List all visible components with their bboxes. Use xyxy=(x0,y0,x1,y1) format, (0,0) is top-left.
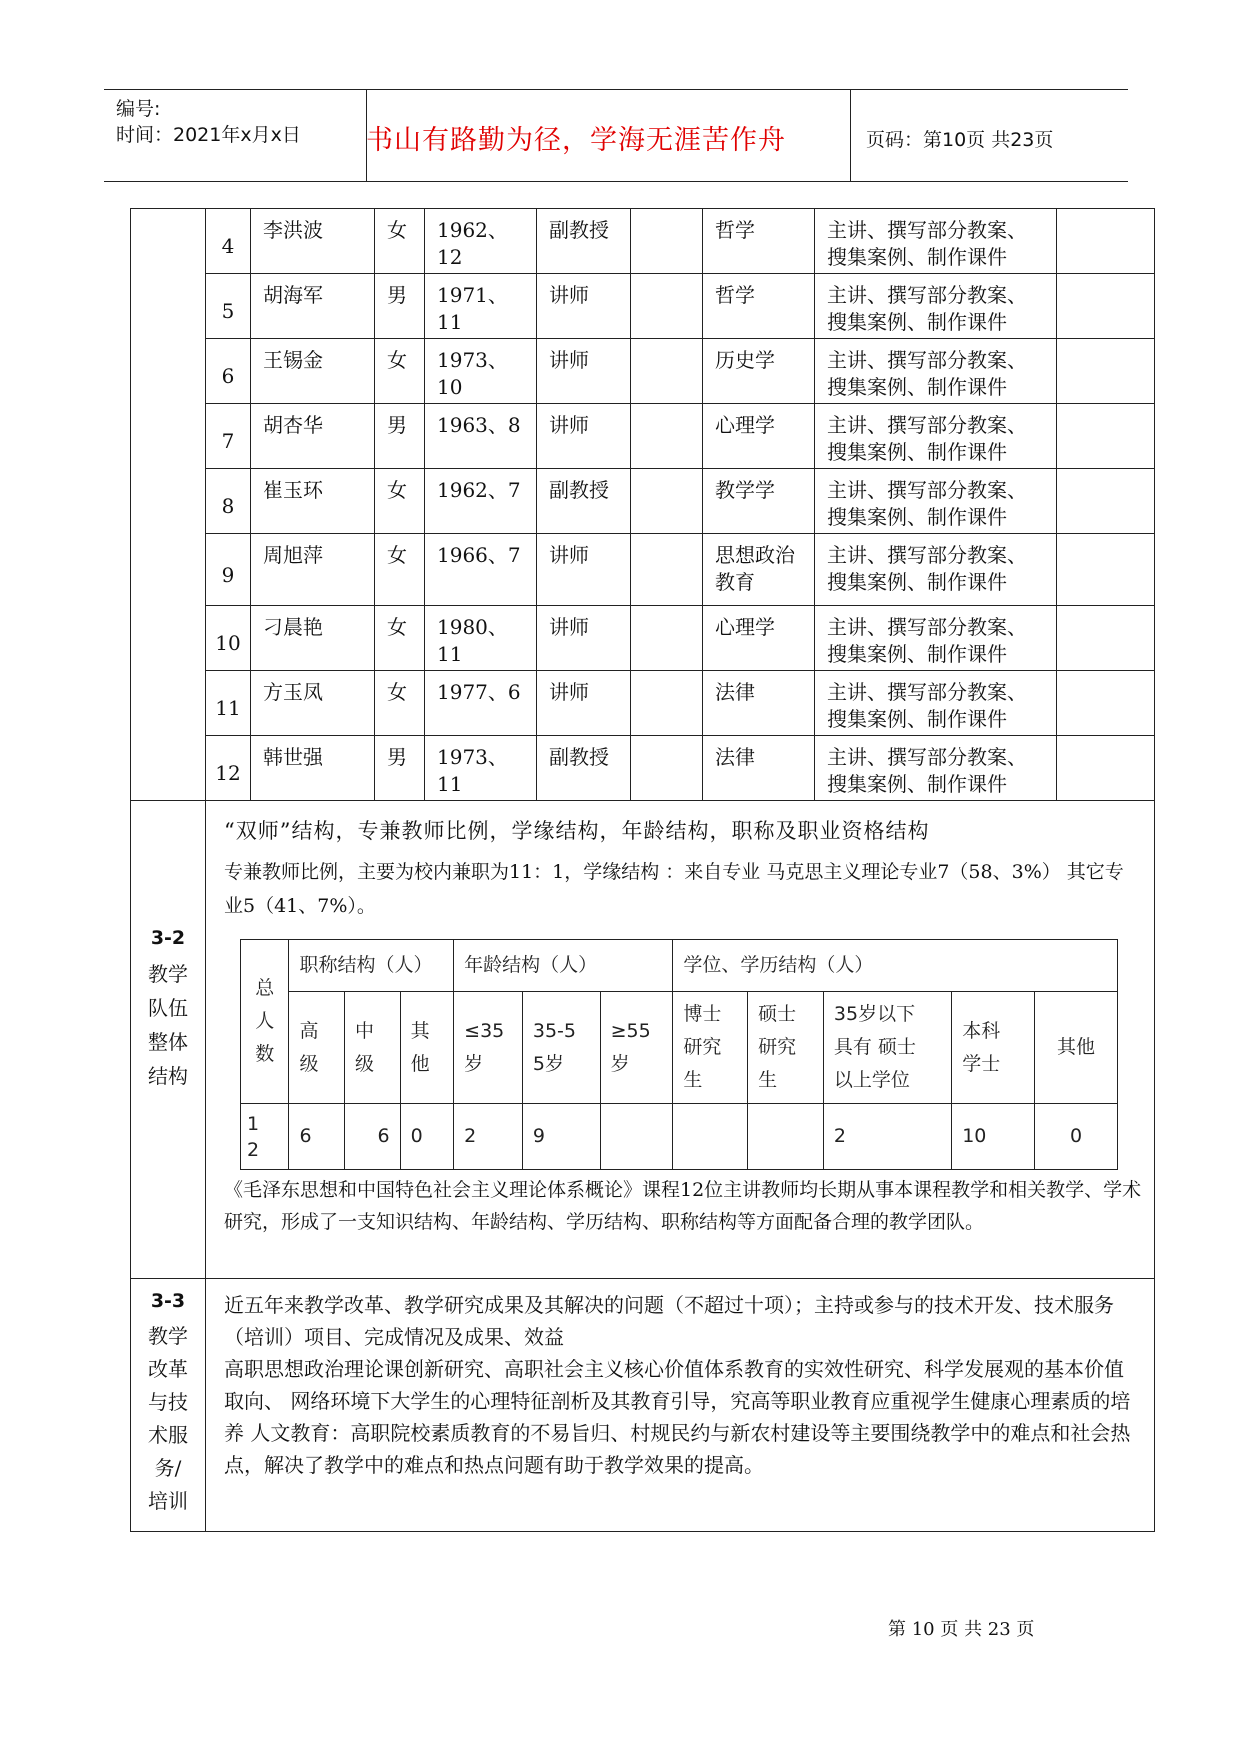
header-divider-right xyxy=(850,89,851,181)
section-3-3-content xyxy=(206,1279,1155,1532)
teacher-major: 哲学 xyxy=(703,209,815,274)
value-other-title: 0 xyxy=(400,1104,454,1170)
teacher-title: 讲师 xyxy=(537,274,631,339)
value-age-35-55: 9 xyxy=(522,1104,600,1170)
col-middle: 中级 xyxy=(345,992,401,1104)
col-age-35-55: 35-55岁 xyxy=(522,992,600,1104)
teacher-gender: 女 xyxy=(375,606,425,671)
header-motto: 书山有路勤为径，学海无涯苦作舟 xyxy=(366,125,786,156)
teacher-major: 法律 xyxy=(703,736,815,801)
teacher-gender: 男 xyxy=(375,274,425,339)
teacher-no: 12 xyxy=(206,736,251,801)
col-master: 硕士研究生 xyxy=(748,992,824,1104)
time-label: 时间：2021年x月x日 xyxy=(116,124,301,146)
teacher-no: 8 xyxy=(206,469,251,534)
teacher-gender: 女 xyxy=(375,209,425,274)
teacher-note xyxy=(1057,469,1155,534)
section-3-3-row xyxy=(131,1279,1155,1532)
teacher-name: 王锡金 xyxy=(251,339,375,404)
teacher-title: 副教授 xyxy=(537,736,631,801)
teacher-row xyxy=(131,606,1155,671)
teacher-major: 法律 xyxy=(703,671,815,736)
teacher-name: 方玉凤 xyxy=(251,671,375,736)
value-young-master: 2 xyxy=(823,1104,951,1170)
section-3-3-label: 教学改革与技术服务/培训 xyxy=(148,1324,188,1513)
section-3-2-label-cell xyxy=(131,801,206,1279)
teacher-duties: 主讲、撰写部分教案、搜集案例、制作课件 xyxy=(815,671,1057,736)
serial-label: 编号: xyxy=(116,98,161,120)
value-age-over55 xyxy=(600,1104,673,1170)
teacher-no: 6 xyxy=(206,339,251,404)
teacher-major: 历史学 xyxy=(703,339,815,404)
teacher-note xyxy=(1057,404,1155,469)
teacher-blank xyxy=(631,534,703,606)
teacher-row xyxy=(131,534,1155,606)
teacher-blank xyxy=(631,606,703,671)
col-age-under35: ≤35岁 xyxy=(454,992,523,1104)
section-3-2-heading: “双师”结构，专兼教师比例，学缘结构，年龄结构，职称及职业资格结构 xyxy=(224,819,930,843)
teacher-name: 韩世强 xyxy=(251,736,375,801)
teacher-duties: 主讲、撰写部分教案、搜集案例、制作课件 xyxy=(815,339,1057,404)
col-senior: 高级 xyxy=(289,992,345,1104)
teacher-no: 11 xyxy=(206,671,251,736)
teacher-row xyxy=(131,339,1155,404)
teacher-duties: 主讲、撰写部分教案、搜集案例、制作课件 xyxy=(815,209,1057,274)
teacher-blank xyxy=(631,736,703,801)
teacher-no: 7 xyxy=(206,404,251,469)
teacher-major: 心理学 xyxy=(703,606,815,671)
value-master xyxy=(748,1104,824,1170)
teacher-birth: 1962、7 xyxy=(425,469,537,534)
teacher-title: 讲师 xyxy=(537,534,631,606)
teacher-note xyxy=(1057,606,1155,671)
teacher-title: 讲师 xyxy=(537,671,631,736)
teacher-name: 刁晨艳 xyxy=(251,606,375,671)
teacher-note xyxy=(1057,209,1155,274)
value-senior: 6 xyxy=(289,1104,345,1170)
teacher-title: 副教授 xyxy=(537,209,631,274)
teacher-major: 教学学 xyxy=(703,469,815,534)
teacher-birth: 1980、11 xyxy=(425,606,537,671)
teacher-birth: 1966、7 xyxy=(425,534,537,606)
teacher-note xyxy=(1057,736,1155,801)
teacher-duties: 主讲、撰写部分教案、搜集案例、制作课件 xyxy=(815,736,1057,801)
teacher-title: 副教授 xyxy=(537,469,631,534)
value-other-degree: 0 xyxy=(1035,1104,1118,1170)
teacher-row xyxy=(131,671,1155,736)
col-young-master: 35岁以下具有 硕士以上学位 xyxy=(823,992,951,1104)
teacher-gender: 男 xyxy=(375,404,425,469)
teacher-note xyxy=(1057,671,1155,736)
teacher-title: 讲师 xyxy=(537,404,631,469)
teacher-title: 讲师 xyxy=(537,339,631,404)
teacher-row xyxy=(131,404,1155,469)
col-bachelor: 本科学士 xyxy=(952,992,1035,1104)
teacher-major: 思想政治教育 xyxy=(703,534,815,606)
teacher-birth: 1963、8 xyxy=(425,404,537,469)
section-3-2-label: 教学队伍整体结构 xyxy=(148,962,188,1088)
teacher-duties: 主讲、撰写部分教案、搜集案例、制作课件 xyxy=(815,404,1057,469)
col-other-degree: 其他 xyxy=(1035,992,1118,1104)
col-phd: 博士研究生 xyxy=(673,992,748,1104)
teacher-gender: 女 xyxy=(375,534,425,606)
page-label: 页码：第10页 共23页 xyxy=(866,129,1054,151)
section-3-3-label-cell xyxy=(131,1279,206,1532)
header-bottom-rule xyxy=(104,181,1128,182)
teacher-duties: 主讲、撰写部分教案、搜集案例、制作课件 xyxy=(815,274,1057,339)
age-structure-header: 年龄结构（人） xyxy=(454,940,673,992)
teacher-row xyxy=(131,469,1155,534)
teacher-gender: 男 xyxy=(375,736,425,801)
total-header: 总人数 xyxy=(241,940,289,1104)
teacher-no: 5 xyxy=(206,274,251,339)
teacher-title: 讲师 xyxy=(537,606,631,671)
teacher-birth: 1962、12 xyxy=(425,209,537,274)
section-3-3-heading: 近五年来教学改革、教学研究成果及其解决的问题（不超过十项）；主持或参与的技术开发、技术服务（培训）项目、完成情况及成果、效益 xyxy=(224,1293,1114,1349)
teacher-gender: 女 xyxy=(375,339,425,404)
teacher-note xyxy=(1057,339,1155,404)
section-blank-cell xyxy=(131,209,206,801)
teacher-blank xyxy=(631,671,703,736)
teacher-row xyxy=(131,209,1155,274)
section-3-2-row xyxy=(131,801,1155,1279)
teacher-birth: 1977、6 xyxy=(425,671,537,736)
teacher-blank xyxy=(631,274,703,339)
teacher-birth: 1971、11 xyxy=(425,274,537,339)
col-other-title: 其他 xyxy=(400,992,454,1104)
teacher-birth: 1973、11 xyxy=(425,736,537,801)
course-team-table xyxy=(130,208,1155,1532)
structure-subheader-row xyxy=(241,992,1118,1104)
teacher-no: 9 xyxy=(206,534,251,606)
teacher-blank xyxy=(631,209,703,274)
structure-table xyxy=(240,939,1118,1170)
section-3-2-content xyxy=(206,801,1155,1279)
header-top-rule xyxy=(104,89,1128,90)
value-middle: 6 xyxy=(345,1104,401,1170)
degree-structure-header: 学位、学历结构（人） xyxy=(673,940,1118,992)
structure-header-row xyxy=(241,940,1118,992)
col-age-over55: ≥55岁 xyxy=(600,992,673,1104)
section-3-2-ratio-text: 专兼教师比例，主要为校内兼职为11：1，学缘结构 ：来自专业 马克思主义理论专业7（58、3%） 其它专业5（41、7%）。 xyxy=(224,861,1124,917)
section-3-3-code: 3-3 xyxy=(150,1290,186,1312)
teacher-gender: 女 xyxy=(375,671,425,736)
structure-values-row xyxy=(241,1104,1118,1170)
teacher-note xyxy=(1057,534,1155,606)
value-age-under35: 2 xyxy=(454,1104,523,1170)
total-value: 12 xyxy=(241,1104,289,1170)
teacher-note xyxy=(1057,274,1155,339)
teacher-name: 胡海军 xyxy=(251,274,375,339)
teacher-name: 崔玉环 xyxy=(251,469,375,534)
page-footer: 第 10 页 共 23 页 xyxy=(888,1619,1035,1640)
value-bachelor: 10 xyxy=(952,1104,1035,1170)
section-3-2-summary: 《毛泽东思想和中国特色社会主义理论体系概论》课程12位主讲教师均长期从事本课程教学和相关教学、学术研究，形成了一支知识结构、年龄结构、学历结构、职称结构等方面配备合理的教学团队。 xyxy=(224,1179,1142,1233)
teacher-row xyxy=(131,736,1155,801)
teacher-birth: 1973、10 xyxy=(425,339,537,404)
teacher-no: 10 xyxy=(206,606,251,671)
teacher-duties: 主讲、撰写部分教案、搜集案例、制作课件 xyxy=(815,606,1057,671)
teacher-major: 哲学 xyxy=(703,274,815,339)
teacher-blank xyxy=(631,339,703,404)
teacher-duties: 主讲、撰写部分教案、搜集案例、制作课件 xyxy=(815,469,1057,534)
title-structure-header: 职称结构（人） xyxy=(289,940,454,992)
teacher-blank xyxy=(631,404,703,469)
teacher-gender: 女 xyxy=(375,469,425,534)
teacher-row xyxy=(131,274,1155,339)
teacher-name: 李洪波 xyxy=(251,209,375,274)
teacher-name: 胡杏华 xyxy=(251,404,375,469)
teacher-major: 心理学 xyxy=(703,404,815,469)
section-3-3-body: 高职思想政治理论课创新研究、高职社会主义核心价值体系教育的实效性研究、科学发展观的基本价值取向、 网络环境下大学生的心理特征剖析及其教育引导，究高等职业教育应重视学生健康心理素质的培养 人文教育：高职院校素质教育的不易旨归、村规民约与新农村建设等主要围绕教学中的难点和社会热点，解决了教学中的难点和热点问题有助于教学效果的提高。 xyxy=(224,1357,1131,1477)
teacher-blank xyxy=(631,469,703,534)
value-phd xyxy=(673,1104,748,1170)
teacher-name: 周旭萍 xyxy=(251,534,375,606)
teacher-no: 4 xyxy=(206,209,251,274)
teacher-duties: 主讲、撰写部分教案、搜集案例、制作课件 xyxy=(815,534,1057,606)
section-3-2-code: 3-2 xyxy=(150,927,186,949)
